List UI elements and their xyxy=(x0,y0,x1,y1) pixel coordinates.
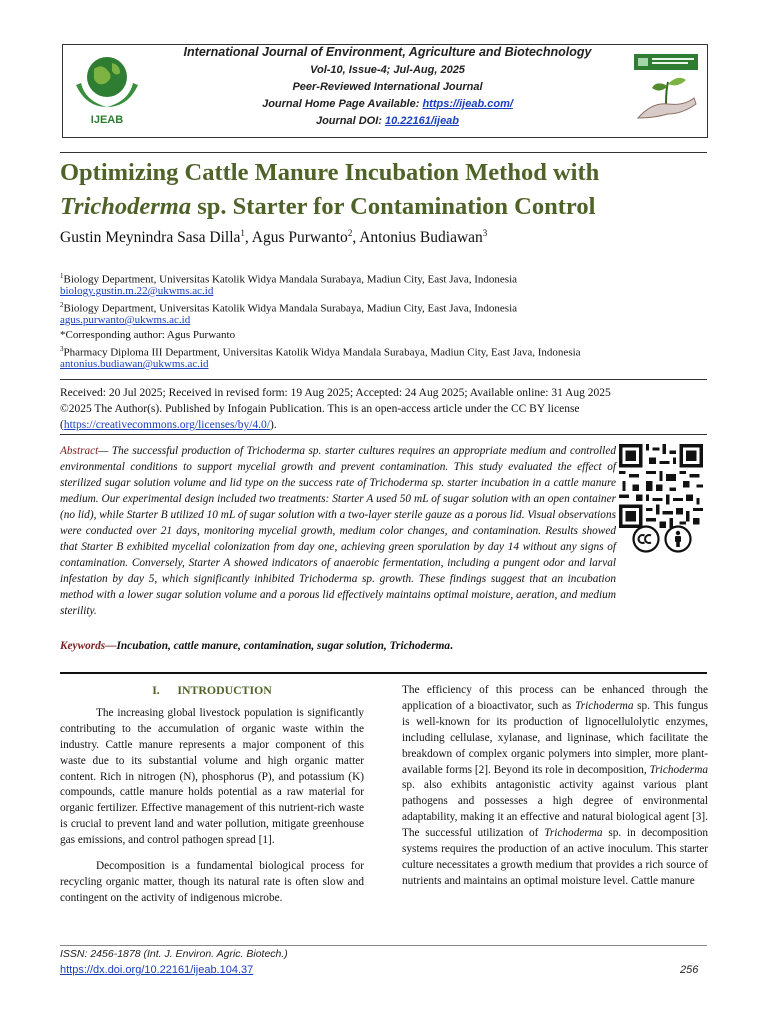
journal-doi-link[interactable]: 10.22161/ijeab xyxy=(385,115,460,127)
divider xyxy=(60,672,707,674)
license-link[interactable]: https://creativecommons.org/licenses/by/4.0/ xyxy=(63,419,270,431)
email-link[interactable]: agus.purwanto@ukwms.ac.id xyxy=(60,314,191,326)
cc-by-license-icon xyxy=(632,525,694,553)
author-sup: 3 xyxy=(482,228,488,238)
title-line-1: Optimizing Cattle Manure Incubation Method with xyxy=(60,159,600,186)
author-name: Antonius Budiawan xyxy=(359,229,483,247)
divider xyxy=(60,379,707,380)
body-column-left xyxy=(60,683,364,907)
author-name: Agus Purwanto xyxy=(251,229,348,247)
page-number: 256 xyxy=(680,964,699,976)
abstract: Abstract— The successful production of Trichoderma sp. starter cultures requires an appropriate medium and controlled environmental conditions to support mycelial growth and prevent contamination. This study evaluated the effect of sterilized sugar solution volume and lid type on the success rate of Trichoderma sp. starter incubation in a cattle manure medium. Our experimental design included two treatments: Starter A used 50 mL of sugar solution with an open container (no lid), while Starter B utilized 10 mL of sugar solution with a two-layer sterile gauze as a porous lid. Visual observations were conducted over 21 days, monitoring mycelial growth, medium color changes, and contamination. Results showed that Starter B exhibited mycelial colonization from day one, achieving green sporulation by day 14 without any signs of contamination. Conversely, Starter A showed indicators of anaerobic fermentation, including a pungent odor and larval infestation by day 5, which significantly inhibited Trichoderma sp. growth. These findings suggest that an incubation method with a lower sugar solution volume and a porous lid effectively maintains optimal moisture, aeration, and medium sterility. xyxy=(60,445,616,617)
email-link[interactable]: antonius.budiawan@ukwms.ac.id xyxy=(60,358,209,370)
journal-volume: Vol-10, Issue-4; Jul-Aug, 2025 xyxy=(310,64,465,76)
title-line-2-rest: sp. Starter for Contamination Control xyxy=(191,193,596,220)
doi-label: Journal DOI: xyxy=(315,115,386,127)
title-genus: Trichoderma xyxy=(60,193,192,220)
hand-sprout-logo-icon xyxy=(630,48,702,126)
affiliation-2-email xyxy=(60,312,190,328)
corresponding-author: *Corresponding author: Agus Purwanto xyxy=(60,329,236,341)
affiliation-3-email xyxy=(60,356,209,372)
journal-name: International Journal of Environment, Agriculture and Biotechnology xyxy=(183,45,592,59)
history-dates: Received: 20 Jul 2025; Received in revised form: 19 Aug 2025; Accepted: 24 Aug 2025; Available online: 31 Aug 2025 xyxy=(60,387,611,399)
keywords-text: Incubation, cattle manure, contamination, sugar solution, Trichoderma xyxy=(116,640,451,652)
homepage-link[interactable]: https://ijeab.com/ xyxy=(422,98,513,110)
author-sup: 1 xyxy=(240,228,245,238)
journal-peer-reviewed: Peer-Reviewed International Journal xyxy=(292,81,483,93)
journal-logo-icon xyxy=(66,47,148,129)
body-column-right xyxy=(402,683,708,890)
article-history xyxy=(60,385,710,433)
article-doi-link[interactable]: https://dx.doi.org/10.22161/ijeab.104.37 xyxy=(60,964,254,976)
affiliation-1: $^1$Biology Department, Universitas Katolik Widya Mandala Surabaya, Madiun City, East Java, Indonesia xyxy=(60,272,518,286)
abstract-label: Abstract xyxy=(60,445,99,457)
homepage-label: Journal Home Page Available: xyxy=(262,98,423,110)
footer-issn: ISSN: 2456-1878 (Int. J. Environ. Agric. Biotech.) xyxy=(60,948,288,960)
journal-doi-line xyxy=(150,115,625,127)
author-name: Gustin Meynindra Sasa Dilla xyxy=(60,229,241,247)
paper-title xyxy=(60,156,710,224)
journal-homepage-line xyxy=(150,98,625,110)
abstract-text: The successful production of Trichoderma sp. starter cultures requires an appropriate medium and controlled environmental conditions to support mycelial growth and prevent contamination. This study evaluated the effect of sterilized sugar solution volume and lid type on the success rate of Trichoderma sp. starter incubation in a cattle manure medium. Our experimental design included two treatments: Starter A used 50 mL of sugar solution with an open container (no lid), while Starter B utilized 10 mL of sugar solution with a two-layer sterile gauze as a porous lid. Visual observations were conducted over 21 days, monitoring mycelial growth, medium color changes, and contamination. Results showed that Starter B exhibited mycelial colonization from day one, achieving green sporulation by day 14 without any signs of contamination. Conversely, Starter A showed indicators of anaerobic fermentation, including a pungent odor and larval infestation by day 5, which significantly inhibited Trichoderma sp. growth. These findings suggest that an incubation method with a lower sugar solution volume and a porous lid effectively maintains optimal moisture, aeration, and medium sterility. xyxy=(60,445,616,617)
affiliation-3: $^3$Pharmacy Diploma III Department, Universitas Katolik Widya Mandala Surabaya, Madiun City, East Java, Indonesia xyxy=(60,345,581,359)
keywords-label: Keywords xyxy=(60,640,106,652)
divider xyxy=(60,152,707,153)
title-line-2 xyxy=(60,190,710,224)
divider xyxy=(60,434,707,435)
author-list: Gustin Meynindra Sasa Dilla$^1$, Agus Purwanto$^2$, Antonius Budiawan$^3$ xyxy=(60,228,488,247)
body-paragraph: Decomposition is a fundamental biological process for recycling organic matter, though its natural rate is often slow and contingent on the activity of indigenous microbe. xyxy=(60,860,364,904)
license-statement: ©2025 The Author(s). Published by Infogain Publication. This is an open-access article under the CC BY license xyxy=(60,403,580,415)
svg-text:IJEAB: IJEAB xyxy=(90,114,124,126)
affiliation-2: $^2$Biology Department, Universitas Katolik Widya Mandala Surabaya, Madiun City, East Java, Indonesia xyxy=(60,301,518,315)
body-paragraph: The efficiency of this process can be enhanced through the application of a bioactivator, such as Trichoderma sp. This fungus is well-known for its production of lignocellulolytic enzymes, including cellulase, xylanase, and ligninase, which facilitate the breakdown of complex organic polymers into simpler, more plant-available forms [2]. Beyond its role in decomposition, Trichoderma sp. also exhibits antagonistic activity against various plant pathogens and possesses a high degree of environmental adaptability, making it an effective and natural biological agent [3]. The successful utilization of Trichoderma sp. in decomposition systems requires the production of an active inoculum. This starter culture necessitates a growth medium that provides a rich source of nutrients and maintains an optimal moisture level. Cattle manure xyxy=(402,684,708,887)
section-heading-introduction: I. INTRODUCTION xyxy=(152,683,272,697)
email-link[interactable]: biology.gustin.m.22@ukwms.ac.id xyxy=(60,285,214,297)
divider xyxy=(60,945,707,946)
keywords: Keywords—Incubation, cattle manure, contamination, sugar solution, Trichoderma. xyxy=(60,640,453,652)
body-paragraph: The increasing global livestock population is significantly contributing to the accumulation of organic waste within the industry. Cattle manure represents a major component of this waste due to its substantial volume and high organic matter content. Rich in nitrogen (N), phosphorus (P), and potassium (K) compounds, cattle manure holds potential as a raw material for organic fertilizer. Effective management of this nutrient-rich waste is crucial to prevent land and water pollution, mitigate greenhouse gas emissions, and control pathogen spread [1]. xyxy=(60,706,364,847)
qr-code-icon[interactable] xyxy=(619,444,703,528)
author-sup: 2 xyxy=(347,228,353,238)
license-url-line: (https://creativecommons.org/licenses/by/4.0/). xyxy=(60,419,277,431)
